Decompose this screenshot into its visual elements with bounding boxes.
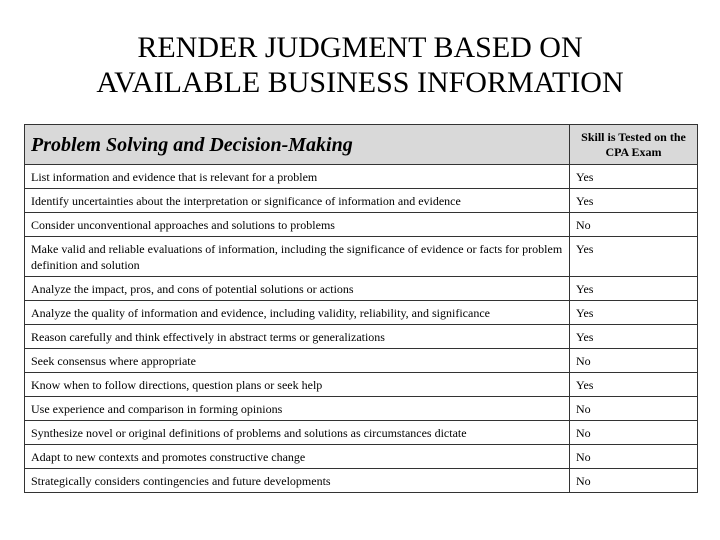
skill-cell: Synthesize novel or original definitions of problems and solutions as circumstances dictate (25, 421, 570, 445)
table-header-row (25, 125, 698, 165)
table-row (25, 445, 698, 469)
table-row (25, 237, 698, 277)
skill-cell: Consider unconventional approaches and solutions to problems (25, 213, 570, 237)
tested-cell: Yes (570, 373, 698, 397)
table-row (25, 397, 698, 421)
tested-cell: No (570, 397, 698, 421)
skill-cell: Analyze the quality of information and evidence, including validity, reliability, and significance (25, 301, 570, 325)
skill-cell: Strategically considers contingencies and future developments (25, 469, 570, 493)
table-row (25, 213, 698, 237)
table-row (25, 325, 698, 349)
tested-cell: Yes (570, 237, 698, 277)
header-skill: Problem Solving and Decision-Making (25, 125, 570, 165)
tested-cell: No (570, 445, 698, 469)
skill-cell: Make valid and reliable evaluations of information, including the significance of evidence or facts for problem definition and solution (25, 237, 570, 277)
slide-title (0, 30, 720, 100)
slide-title-line-2: AVAILABLE BUSINESS INFORMATION (96, 66, 624, 99)
table-row (25, 421, 698, 445)
skill-cell: Adapt to new contexts and promotes constructive change (25, 445, 570, 469)
skill-cell: Analyze the impact, pros, and cons of potential solutions or actions (25, 277, 570, 301)
skill-cell: Know when to follow directions, question plans or seek help (25, 373, 570, 397)
skills-table (24, 124, 698, 493)
tested-cell: Yes (570, 301, 698, 325)
tested-cell: Yes (570, 165, 698, 189)
table-row (25, 349, 698, 373)
tested-cell: Yes (570, 189, 698, 213)
table-row (25, 189, 698, 213)
table-row (25, 469, 698, 493)
table-row (25, 301, 698, 325)
skill-cell: Use experience and comparison in forming opinions (25, 397, 570, 421)
table-row (25, 373, 698, 397)
skill-cell: Identify uncertainties about the interpretation or significance of information and evidence (25, 189, 570, 213)
slide-title-line-1: RENDER JUDGMENT BASED ON (137, 31, 583, 64)
tested-cell: Yes (570, 325, 698, 349)
tested-cell: No (570, 213, 698, 237)
tested-cell: No (570, 469, 698, 493)
table-row (25, 277, 698, 301)
skill-cell: List information and evidence that is relevant for a problem (25, 165, 570, 189)
header-tested: Skill is Tested on the CPA Exam (570, 125, 698, 165)
tested-cell: No (570, 349, 698, 373)
tested-cell: Yes (570, 277, 698, 301)
table-row (25, 165, 698, 189)
skill-cell: Seek consensus where appropriate (25, 349, 570, 373)
skill-cell: Reason carefully and think effectively in abstract terms or generalizations (25, 325, 570, 349)
tested-cell: No (570, 421, 698, 445)
